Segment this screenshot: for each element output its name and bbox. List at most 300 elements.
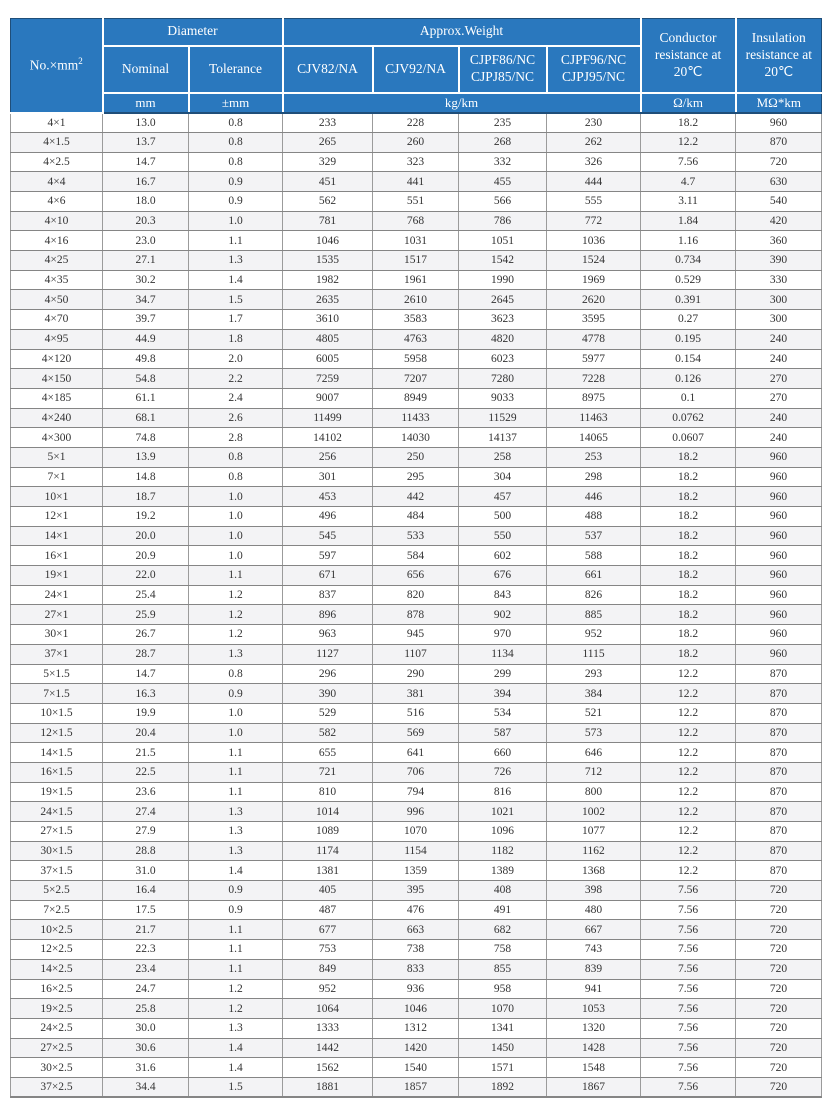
cell-value: 442 (373, 487, 459, 507)
cell-value: 952 (283, 979, 373, 999)
cell-value: 534 (459, 703, 547, 723)
cell-value: 1046 (283, 231, 373, 251)
cell-size: 4×185 (11, 388, 103, 408)
cell-value: 0.0607 (641, 428, 736, 448)
cell-value: 712 (547, 762, 641, 782)
cell-size: 4×6 (11, 192, 103, 212)
cell-value: 295 (373, 467, 459, 487)
cell-value: 0.8 (189, 447, 283, 467)
cell-size: 5×1.5 (11, 664, 103, 684)
cell-value: 0.8 (189, 113, 283, 133)
cell-value: 296 (283, 664, 373, 684)
cell-value: 1.0 (189, 546, 283, 566)
cell-value: 405 (283, 881, 373, 901)
cell-size: 5×2.5 (11, 881, 103, 901)
cell-value: 293 (547, 664, 641, 684)
cell-size: 10×1 (11, 487, 103, 507)
cell-value: 26.7 (103, 625, 189, 645)
cell-value: 1.16 (641, 231, 736, 251)
cell-value: 12.2 (641, 762, 736, 782)
cell-value: 326 (547, 152, 641, 172)
cell-value: 1562 (283, 1058, 373, 1078)
cell-value: 870 (736, 822, 822, 842)
cell-value: 1046 (373, 999, 459, 1019)
cell-value: 1442 (283, 1038, 373, 1058)
cell-value: 1.1 (189, 920, 283, 940)
cell-value: 260 (373, 132, 459, 152)
cable-spec-table (10, 18, 822, 1098)
cell-value: 7.56 (641, 881, 736, 901)
cell-value: 14137 (459, 428, 547, 448)
cell-value: 18.2 (641, 487, 736, 507)
cell-value: 566 (459, 192, 547, 212)
cell-value: 870 (736, 861, 822, 881)
cell-value: 963 (283, 625, 373, 645)
cell-value: 18.2 (641, 625, 736, 645)
cell-value: 18.2 (641, 467, 736, 487)
cell-value: 1368 (547, 861, 641, 881)
cell-value: 671 (283, 566, 373, 586)
cell-value: 14065 (547, 428, 641, 448)
cell-value: 960 (736, 507, 822, 527)
cell-value: 240 (736, 349, 822, 369)
header-diameter-group: Diameter (103, 19, 283, 46)
cell-value: 1077 (547, 822, 641, 842)
cell-value: 0.195 (641, 329, 736, 349)
cell-value: 24.7 (103, 979, 189, 999)
cell-size: 16×1.5 (11, 762, 103, 782)
cell-value: 7.56 (641, 959, 736, 979)
cell-value: 23.4 (103, 959, 189, 979)
cell-value: 720 (736, 979, 822, 999)
cell-value: 27.9 (103, 822, 189, 842)
cell-value: 0.126 (641, 369, 736, 389)
cell-value: 1.7 (189, 310, 283, 330)
cell-value: 18.2 (641, 447, 736, 467)
cell-value: 7.56 (641, 920, 736, 940)
cell-value: 1450 (459, 1038, 547, 1058)
cell-value: 0.391 (641, 290, 736, 310)
cell-value: 641 (373, 743, 459, 763)
cell-value: 453 (283, 487, 373, 507)
cell-value: 18.2 (641, 546, 736, 566)
cell-value: 682 (459, 920, 547, 940)
cell-value: 960 (736, 447, 822, 467)
cell-value: 656 (373, 566, 459, 586)
cell-size: 4×300 (11, 428, 103, 448)
cell-value: 1.2 (189, 605, 283, 625)
cell-value: 870 (736, 132, 822, 152)
table-row (11, 625, 822, 645)
cell-value: 408 (459, 881, 547, 901)
cell-value: 300 (736, 310, 822, 330)
cell-value: 1.0 (189, 507, 283, 527)
cell-value: 16.4 (103, 881, 189, 901)
cell-value: 480 (547, 900, 641, 920)
cell-size: 24×1 (11, 585, 103, 605)
table-row (11, 428, 822, 448)
cell-value: 394 (459, 684, 547, 704)
cell-size: 12×2.5 (11, 940, 103, 960)
table-row (11, 999, 822, 1019)
cell-value: 958 (459, 979, 547, 999)
cell-value: 1127 (283, 644, 373, 664)
cell-value: 667 (547, 920, 641, 940)
cell-value: 816 (459, 782, 547, 802)
cell-value: 256 (283, 447, 373, 467)
cell-value: 19.9 (103, 703, 189, 723)
table-row (11, 723, 822, 743)
cell-value: 300 (736, 290, 822, 310)
cell-value: 265 (283, 132, 373, 152)
cell-value: 31.0 (103, 861, 189, 881)
table-row (11, 251, 822, 271)
table-row (11, 822, 822, 842)
cell-value: 3595 (547, 310, 641, 330)
cell-value: 1.3 (189, 251, 283, 271)
cell-value: 1969 (547, 270, 641, 290)
cell-value: 7.56 (641, 979, 736, 999)
cell-value: 18.0 (103, 192, 189, 212)
cell-value: 1.1 (189, 782, 283, 802)
cell-value: 1021 (459, 802, 547, 822)
cell-value: 18.2 (641, 507, 736, 527)
cell-value: 1.5 (189, 1077, 283, 1097)
cell-value: 569 (373, 723, 459, 743)
cell-value: 12.2 (641, 743, 736, 763)
unit-ohm-per-km: Ω/km (641, 93, 736, 113)
cell-value: 2620 (547, 290, 641, 310)
cell-value: 1.4 (189, 270, 283, 290)
cell-size: 4×240 (11, 408, 103, 428)
cell-value: 240 (736, 408, 822, 428)
cell-value: 1070 (459, 999, 547, 1019)
cell-value: 1053 (547, 999, 641, 1019)
cell-value: 550 (459, 526, 547, 546)
cell-value: 720 (736, 959, 822, 979)
cell-value: 4763 (373, 329, 459, 349)
table-row (11, 290, 822, 310)
unit-megohm-km: MΩ*km (736, 93, 822, 113)
cell-value: 240 (736, 428, 822, 448)
cell-value: 960 (736, 566, 822, 586)
cell-value: 34.7 (103, 290, 189, 310)
cell-value: 870 (736, 723, 822, 743)
cell-value: 870 (736, 703, 822, 723)
cell-value: 677 (283, 920, 373, 940)
cell-value: 1359 (373, 861, 459, 881)
cell-value: 1.84 (641, 211, 736, 231)
cell-size: 4×4 (11, 172, 103, 192)
cell-value: 2645 (459, 290, 547, 310)
cell-value: 960 (736, 605, 822, 625)
table-row (11, 329, 822, 349)
cell-value: 4778 (547, 329, 641, 349)
cell-value: 17.5 (103, 900, 189, 920)
cell-size: 4×25 (11, 251, 103, 271)
cell-value: 758 (459, 940, 547, 960)
cell-value: 849 (283, 959, 373, 979)
cell-value: 446 (547, 487, 641, 507)
table-row (11, 546, 822, 566)
cell-value: 1.0 (189, 703, 283, 723)
cell-value: 843 (459, 585, 547, 605)
cell-value: 262 (547, 132, 641, 152)
cell-value: 661 (547, 566, 641, 586)
cell-value: 18.2 (641, 526, 736, 546)
header-cjpf86-line2: CJPJ85/NC (471, 69, 535, 84)
cell-value: 1540 (373, 1058, 459, 1078)
table-row (11, 881, 822, 901)
cell-value: 529 (283, 703, 373, 723)
cell-value: 6005 (283, 349, 373, 369)
cell-value: 330 (736, 270, 822, 290)
cell-value: 1381 (283, 861, 373, 881)
cell-size: 19×2.5 (11, 999, 103, 1019)
cell-value: 30.2 (103, 270, 189, 290)
cell-value: 7.56 (641, 1038, 736, 1058)
cell-value: 781 (283, 211, 373, 231)
cell-value: 1002 (547, 802, 641, 822)
cell-value: 484 (373, 507, 459, 527)
cell-value: 0.1 (641, 388, 736, 408)
cell-value: 13.0 (103, 113, 189, 133)
cell-value: 7.56 (641, 999, 736, 1019)
cell-value: 870 (736, 802, 822, 822)
cell-value: 20.3 (103, 211, 189, 231)
cell-value: 1961 (373, 270, 459, 290)
cell-value: 455 (459, 172, 547, 192)
cell-value: 1107 (373, 644, 459, 664)
table-row (11, 192, 822, 212)
header-cjv82: CJV82/NA (283, 46, 373, 93)
cell-value: 1162 (547, 841, 641, 861)
cell-size: 27×1 (11, 605, 103, 625)
cell-value: 1.1 (189, 959, 283, 979)
cell-size: 24×1.5 (11, 802, 103, 822)
cell-value: 1115 (547, 644, 641, 664)
cell-size: 4×95 (11, 329, 103, 349)
cell-value: 1.0 (189, 487, 283, 507)
cell-value: 7.56 (641, 940, 736, 960)
cell-value: 253 (547, 447, 641, 467)
unit-plus-minus-mm: ±mm (189, 93, 283, 113)
table-row (11, 802, 822, 822)
cell-value: 0.0762 (641, 408, 736, 428)
cell-value: 1892 (459, 1077, 547, 1097)
cell-value: 1.1 (189, 762, 283, 782)
table-row (11, 1038, 822, 1058)
cell-value: 1.3 (189, 1018, 283, 1038)
header-tolerance: Tolerance (189, 46, 283, 93)
table-row (11, 132, 822, 152)
cell-value: 441 (373, 172, 459, 192)
cell-value: 0.9 (189, 192, 283, 212)
table-row (11, 507, 822, 527)
cell-value: 1.3 (189, 822, 283, 842)
cell-value: 1064 (283, 999, 373, 1019)
cell-value: 7.56 (641, 1077, 736, 1097)
cell-value: 8975 (547, 388, 641, 408)
cell-value: 457 (459, 487, 547, 507)
cell-value: 870 (736, 782, 822, 802)
cell-value: 44.9 (103, 329, 189, 349)
cell-value: 18.2 (641, 644, 736, 664)
cell-value: 1.0 (189, 526, 283, 546)
cell-value: 329 (283, 152, 373, 172)
cell-size: 7×1.5 (11, 684, 103, 704)
header-no-label: No.×mm (29, 57, 79, 73)
cell-size: 4×16 (11, 231, 103, 251)
cell-value: 743 (547, 940, 641, 960)
cell-value: 30.0 (103, 1018, 189, 1038)
cell-value: 30.6 (103, 1038, 189, 1058)
header-insulation-resistance: Insulation resistance at 20℃ (736, 19, 822, 93)
table-row (11, 979, 822, 999)
table-row (11, 940, 822, 960)
table-body (11, 113, 822, 1097)
cell-value: 298 (547, 467, 641, 487)
cell-value: 0.27 (641, 310, 736, 330)
cell-value: 720 (736, 152, 822, 172)
cell-value: 240 (736, 329, 822, 349)
header-cjpf96 (547, 46, 641, 93)
cell-value: 496 (283, 507, 373, 527)
cell-value: 14102 (283, 428, 373, 448)
table-row (11, 487, 822, 507)
cell-size: 16×1 (11, 546, 103, 566)
cell-value: 332 (459, 152, 547, 172)
unit-mm: mm (103, 93, 189, 113)
cell-value: 720 (736, 1038, 822, 1058)
cell-value: 21.5 (103, 743, 189, 763)
table-row (11, 762, 822, 782)
cell-value: 720 (736, 881, 822, 901)
cell-value: 706 (373, 762, 459, 782)
cell-value: 23.6 (103, 782, 189, 802)
cell-value: 902 (459, 605, 547, 625)
cell-size: 4×1.5 (11, 132, 103, 152)
cell-size: 7×2.5 (11, 900, 103, 920)
cell-value: 960 (736, 644, 822, 664)
cell-value: 7.56 (641, 152, 736, 172)
header-row-units (11, 93, 822, 113)
cell-value: 720 (736, 999, 822, 1019)
cell-value: 772 (547, 211, 641, 231)
cell-value: 584 (373, 546, 459, 566)
table-row (11, 408, 822, 428)
cell-value: 28.7 (103, 644, 189, 664)
cell-value: 952 (547, 625, 641, 645)
cell-size: 4×120 (11, 349, 103, 369)
table-row (11, 526, 822, 546)
cell-value: 970 (459, 625, 547, 645)
table-row (11, 172, 822, 192)
cell-value: 61.1 (103, 388, 189, 408)
cell-value: 588 (547, 546, 641, 566)
cell-value: 786 (459, 211, 547, 231)
cell-value: 753 (283, 940, 373, 960)
cell-value: 562 (283, 192, 373, 212)
cell-value: 551 (373, 192, 459, 212)
cell-value: 870 (736, 664, 822, 684)
cell-value: 833 (373, 959, 459, 979)
cell-value: 4.7 (641, 172, 736, 192)
cell-value: 7280 (459, 369, 547, 389)
cell-value: 3610 (283, 310, 373, 330)
cell-value: 676 (459, 566, 547, 586)
table-row (11, 1058, 822, 1078)
cell-value: 390 (283, 684, 373, 704)
cell-value: 1.3 (189, 802, 283, 822)
cell-value: 1517 (373, 251, 459, 271)
cell-size: 12×1.5 (11, 723, 103, 743)
cell-value: 12.2 (641, 723, 736, 743)
cell-value: 870 (736, 684, 822, 704)
cell-value: 6023 (459, 349, 547, 369)
cell-value: 870 (736, 762, 822, 782)
cell-value: 1.2 (189, 979, 283, 999)
header-cjpf96-line2: CJPJ95/NC (562, 69, 626, 84)
cell-value: 12.2 (641, 822, 736, 842)
cell-value: 1.4 (189, 861, 283, 881)
table-row (11, 861, 822, 881)
cell-value: 12.2 (641, 782, 736, 802)
cell-value: 837 (283, 585, 373, 605)
cell-value: 0.9 (189, 172, 283, 192)
cell-value: 2.6 (189, 408, 283, 428)
table-row (11, 841, 822, 861)
table-row (11, 211, 822, 231)
table-row (11, 310, 822, 330)
cell-value: 720 (736, 920, 822, 940)
cell-value: 5958 (373, 349, 459, 369)
cell-value: 885 (547, 605, 641, 625)
cell-value: 597 (283, 546, 373, 566)
cell-value: 1320 (547, 1018, 641, 1038)
cell-value: 941 (547, 979, 641, 999)
cell-size: 19×1.5 (11, 782, 103, 802)
header-cjpf96-line1: CJPF96/NC (560, 52, 627, 68)
cell-value: 7.56 (641, 1058, 736, 1078)
cell-size: 12×1 (11, 507, 103, 527)
table-row (11, 585, 822, 605)
cell-value: 1.4 (189, 1038, 283, 1058)
cell-value: 395 (373, 881, 459, 901)
cell-size: 37×1.5 (11, 861, 103, 881)
cell-value: 18.2 (641, 566, 736, 586)
cell-value: 820 (373, 585, 459, 605)
cell-value: 21.7 (103, 920, 189, 940)
cell-value: 878 (373, 605, 459, 625)
cell-value: 20.4 (103, 723, 189, 743)
cell-size: 30×1.5 (11, 841, 103, 861)
cell-value: 1.8 (189, 329, 283, 349)
cell-value: 301 (283, 467, 373, 487)
cell-value: 290 (373, 664, 459, 684)
table-row (11, 959, 822, 979)
header-no-superscript: 2 (78, 56, 83, 67)
cell-value: 1548 (547, 1058, 641, 1078)
cell-value: 18.2 (641, 113, 736, 133)
cell-value: 476 (373, 900, 459, 920)
cell-size: 10×2.5 (11, 920, 103, 940)
cell-value: 270 (736, 388, 822, 408)
cell-value: 1096 (459, 822, 547, 842)
cell-value: 268 (459, 132, 547, 152)
table-row (11, 703, 822, 723)
cell-value: 1389 (459, 861, 547, 881)
